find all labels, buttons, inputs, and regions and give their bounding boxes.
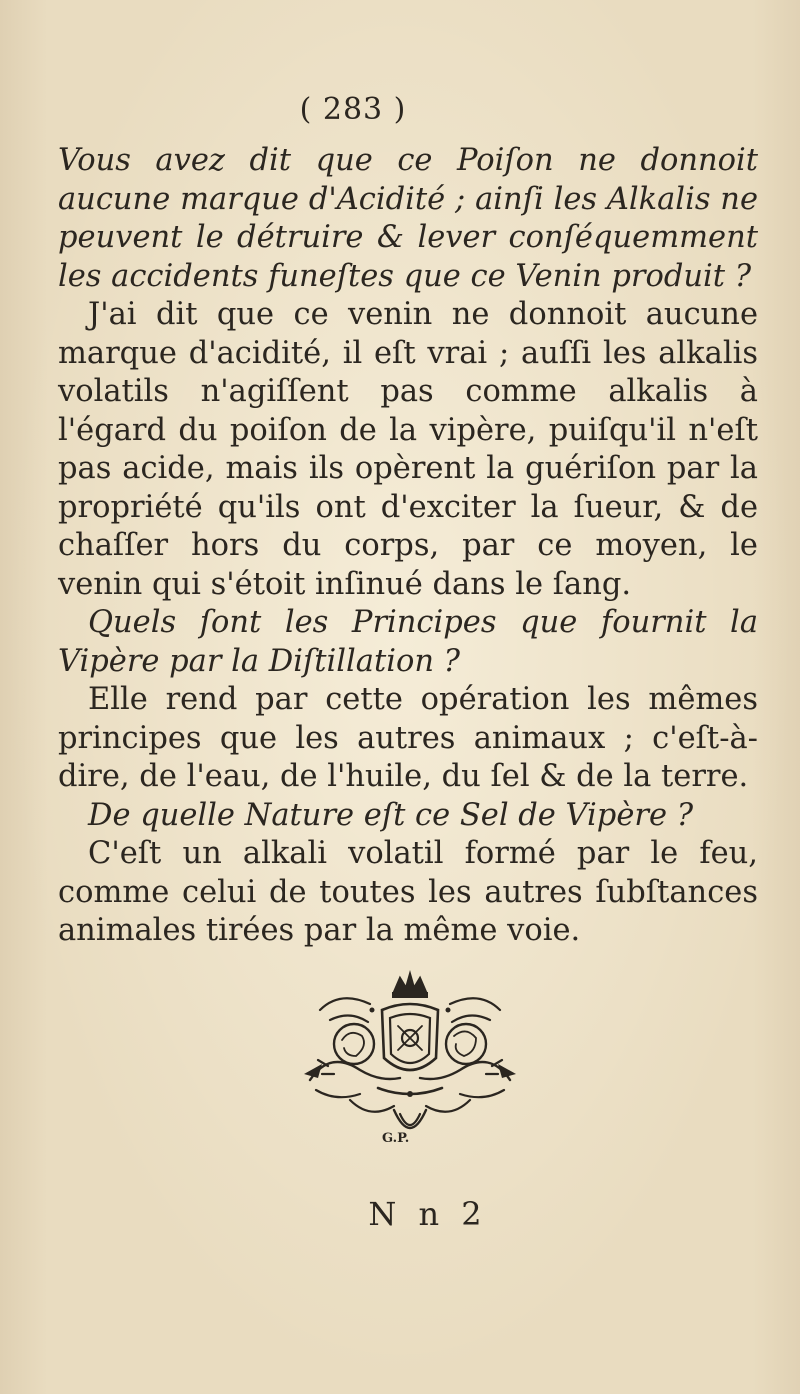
signature-mark: N n 2 — [368, 1195, 488, 1233]
answer-2: Elle rend par cette opération les mêmes principes que les autres animaux ; c'eſt-à-dire, de l'eau, de l'huile, du ſel & de la terre. — [58, 682, 758, 794]
book-page — [58, 0, 758, 1394]
page-text — [58, 142, 758, 951]
ornament-initials: G.P. — [382, 1131, 410, 1146]
printer-ornament-icon — [290, 970, 530, 1158]
answer-3: C'eſt un alkali volatil formé par le feu, comme celui de toutes les autres ſubſtances animales tirées par la même voie. — [58, 836, 758, 948]
answer-1: J'ai dit que ce venin ne donnoit aucune marque d'acidité, il eſt vrai ; auſſi les alkalis volatils n'agiſſent pas comme alkalis à l'égard du poiſon de la vipère, puiſqu'il n'eſt pas acide, mais ils opèrent la guériſon par la propriété qu'ils ont d'exciter la ſueur, & de chaſſer hors du corps, par ce moyen, le venin qui s'étoit inſinué dans le ſang. — [58, 297, 758, 602]
question-3: De quelle Nature eſt ce Sel de Vipère ? — [88, 797, 694, 833]
question-1: Vous avez dit que ce Poiſon ne donnoit aucune marque d'Acidité ; ainſi les Alkalis ne peuvent le détruire & lever conſéquemment les accidents funeſtes que ce Venin produit ? — [58, 143, 758, 294]
question-2: Quels ſont les Principes que fournit la Vipère par la Diſtillation ? — [58, 605, 758, 679]
page-number: ( 283 ) — [299, 92, 407, 127]
